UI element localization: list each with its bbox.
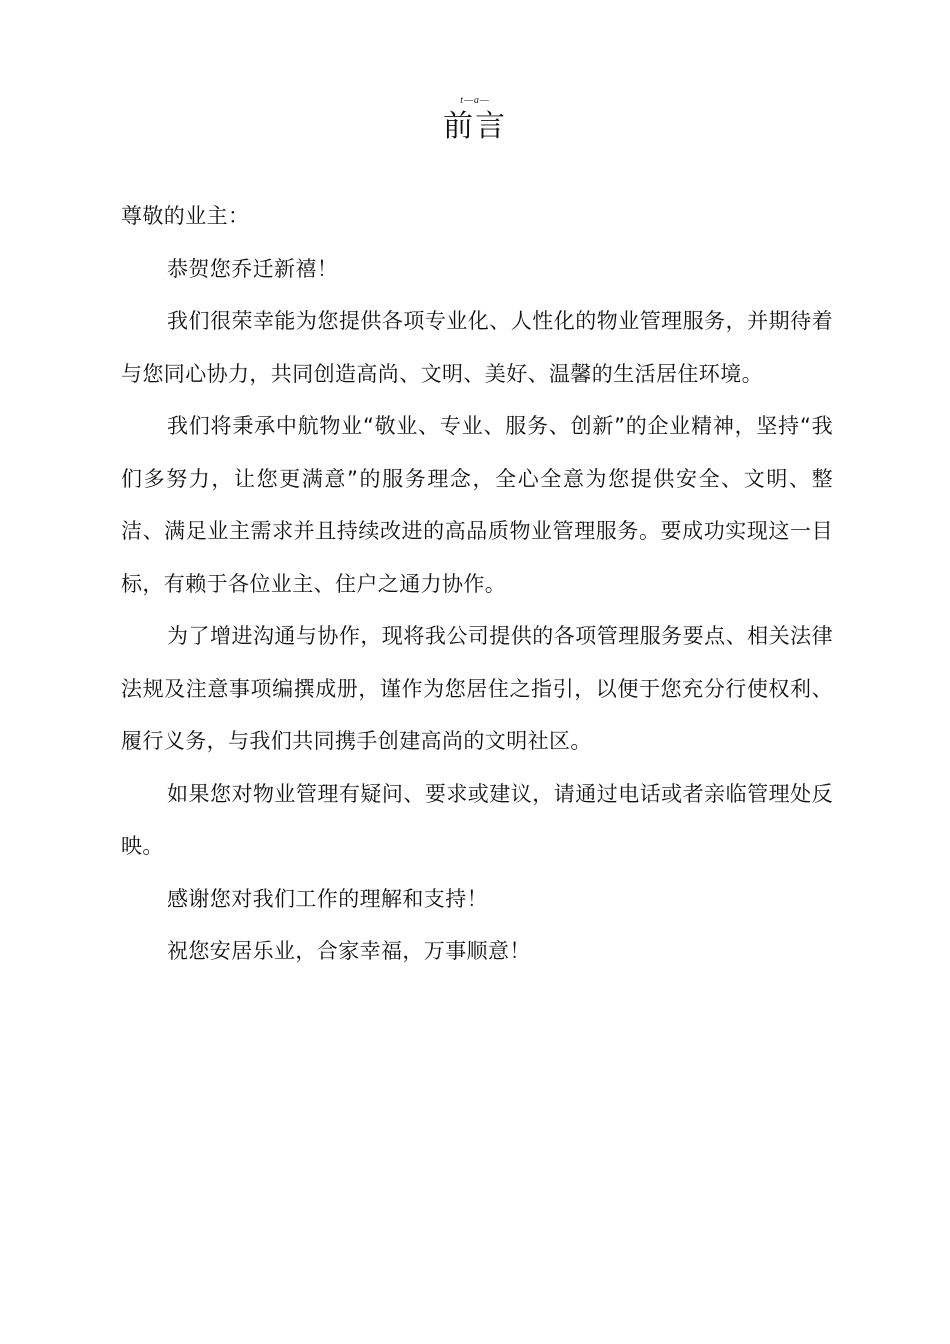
paragraph-feedback: 如果您对物业管理有疑问、要求或建议，请通过电话或者亲临管理处反映。 <box>121 781 833 858</box>
header-marker: t—a— <box>460 95 490 106</box>
paragraph-handbook-purpose: 为了增进沟通与协作，现将我公司提供的各项管理服务要点、相关法律法规及注意事项编撰成册，谨作为您居住之指引，以便于您充分行使权利、履行义务，与我们共同携手创建高尚的文明社区。 <box>121 624 833 753</box>
letter-body <box>121 190 833 978</box>
paragraph-service-intro: 我们很荣幸能为您提供各项专业化、人性化的物业管理服务，并期待着与您同心协力，共同创造高尚、文明、美好、温馨的生活居住环境。 <box>121 309 833 386</box>
salutation: 尊敬的业主： <box>121 204 250 228</box>
page-title: 前言 <box>443 109 507 144</box>
paragraph-blessing: 祝您安居乐业，合家幸福，万事顺意！ <box>167 939 531 963</box>
paragraph-thanks: 感谢您对我们工作的理解和支持！ <box>167 886 488 911</box>
paragraph-company-spirit: 我们将秉承中航物业“敬业、专业、服务、创新”的企业精神，坚持“我们多努力，让您更满意”的服务理念，全心全意为您提供安全、文明、整洁、满足业主需求并且持续改进的高品质物业管理服务。要成功实现这一目标，有赖于各位业主、住户之通力协作。 <box>121 414 833 596</box>
paragraph-congratulations: 恭贺您乔迁新禧！ <box>167 256 339 281</box>
